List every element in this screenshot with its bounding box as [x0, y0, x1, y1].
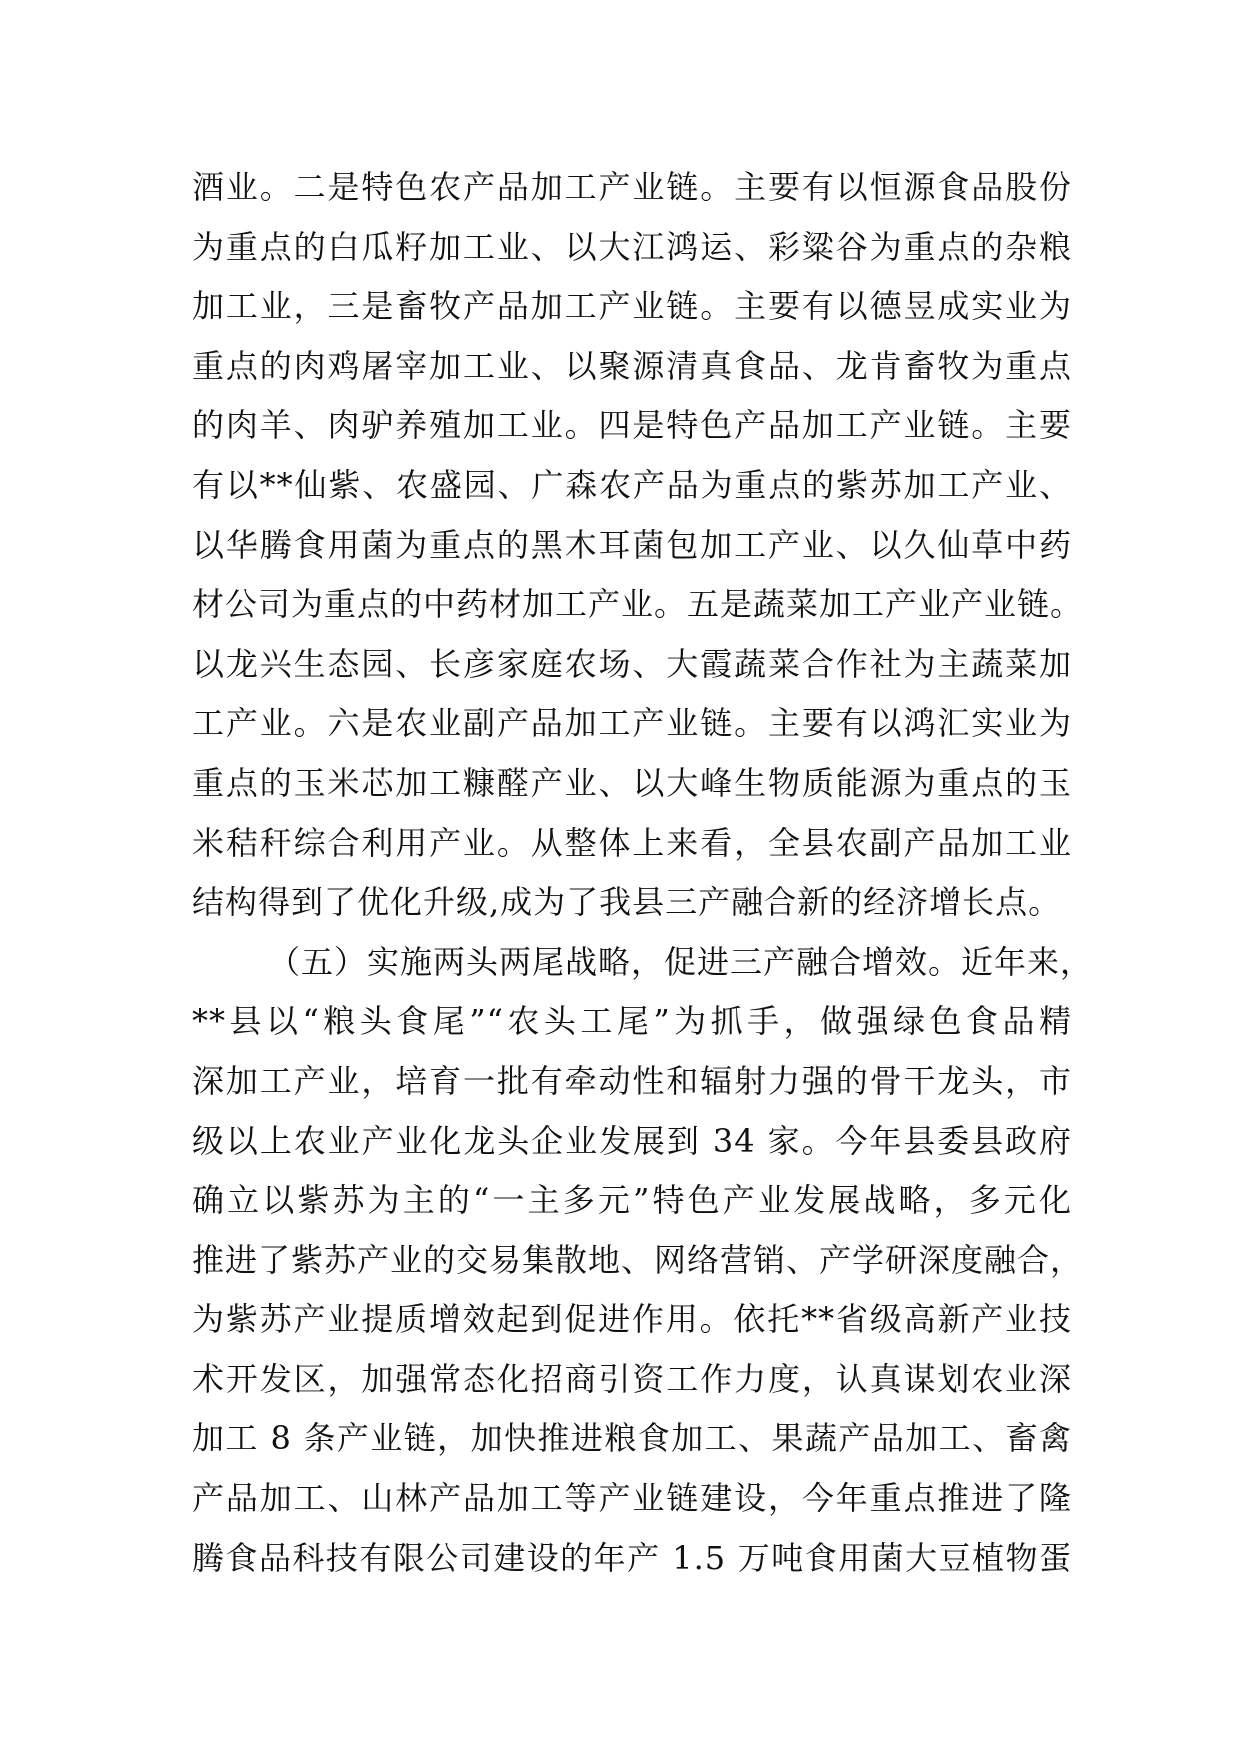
text-line: 级以上农业产业化龙头企业发展到 34 家。今年县委县政府 [192, 1121, 1072, 1160]
text-line: 产品加工、山林产品加工等产业链建设，今年重点推进了隆 [192, 1479, 1072, 1518]
text-line: 重点的肉鸡屠宰加工业、以聚源清真食品、龙肯畜牧为重点 [192, 346, 1072, 385]
text-line: **县以“粮头食尾”“农头工尾”为抓手，做强绿色食品精 [192, 1002, 1072, 1041]
text-line: 腾食品科技有限公司建设的年产 1.5 万吨食用菌大豆植物蛋 [192, 1538, 1072, 1577]
body-text [192, 158, 1094, 1588]
text-line: 材公司为重点的中药材加工产业。五是蔬菜加工产业产业链。 [192, 585, 1084, 624]
text-line: 术开发区，加强常态化招商引资工作力度，认真谋划农业深 [192, 1359, 1072, 1398]
text-line: 以龙兴生态园、长彦家庭农场、大霞蔬菜合作社为主蔬菜加 [192, 644, 1072, 683]
text-line: 有以**仙紫、农盛园、广森农产品为重点的紫苏加工产业、 [192, 465, 1072, 504]
text-line: 推进了紫苏产业的交易集散地、网络营销、产学研深度融合， [192, 1240, 1084, 1279]
text-line: 深加工产业，培育一批有牵动性和辐射力强的骨干龙头，市 [192, 1061, 1072, 1100]
text-line: 为紫苏产业提质增效起到促进作用。依托**省级高新产业技 [192, 1300, 1072, 1339]
section-heading-line: （五）实施两头两尾战略，促进三产融合增效。近年来， [268, 942, 1094, 981]
text-line: 重点的玉米芯加工糠醛产业、以大峰生物质能源为重点的玉 [192, 763, 1072, 802]
text-line: 确立以紫苏为主的“一主多元”特色产业发展战略，多元化 [192, 1181, 1072, 1220]
text-line: 的肉羊、肉驴养殖加工业。四是特色产品加工产业链。主要 [192, 406, 1072, 445]
text-line: 工产业。六是农业副产品加工产业链。主要有以鸿汇实业为 [192, 704, 1072, 743]
text-line: 加工 8 条产业链，加快推进粮食加工、果蔬产品加工、畜禽 [192, 1419, 1072, 1458]
text-line: 结构得到了优化升级,成为了我县三产融合新的经济增长点。 [192, 883, 1062, 922]
text-line: 酒业。二是特色农产品加工产业链。主要有以恒源食品股份 [192, 168, 1072, 206]
text-line: 为重点的白瓜籽加工业、以大江鸿运、彩粱谷为重点的杂粮 [192, 227, 1072, 266]
text-line: 以华腾食用菌为重点的黑木耳菌包加工产业、以久仙草中药 [192, 525, 1072, 564]
text-line: 加工业，三是畜牧产品加工产业链。主要有以德昱成实业为 [192, 287, 1072, 326]
text-line: 米秸秆综合利用产业。从整体上来看，全县农副产品加工业 [192, 823, 1072, 862]
